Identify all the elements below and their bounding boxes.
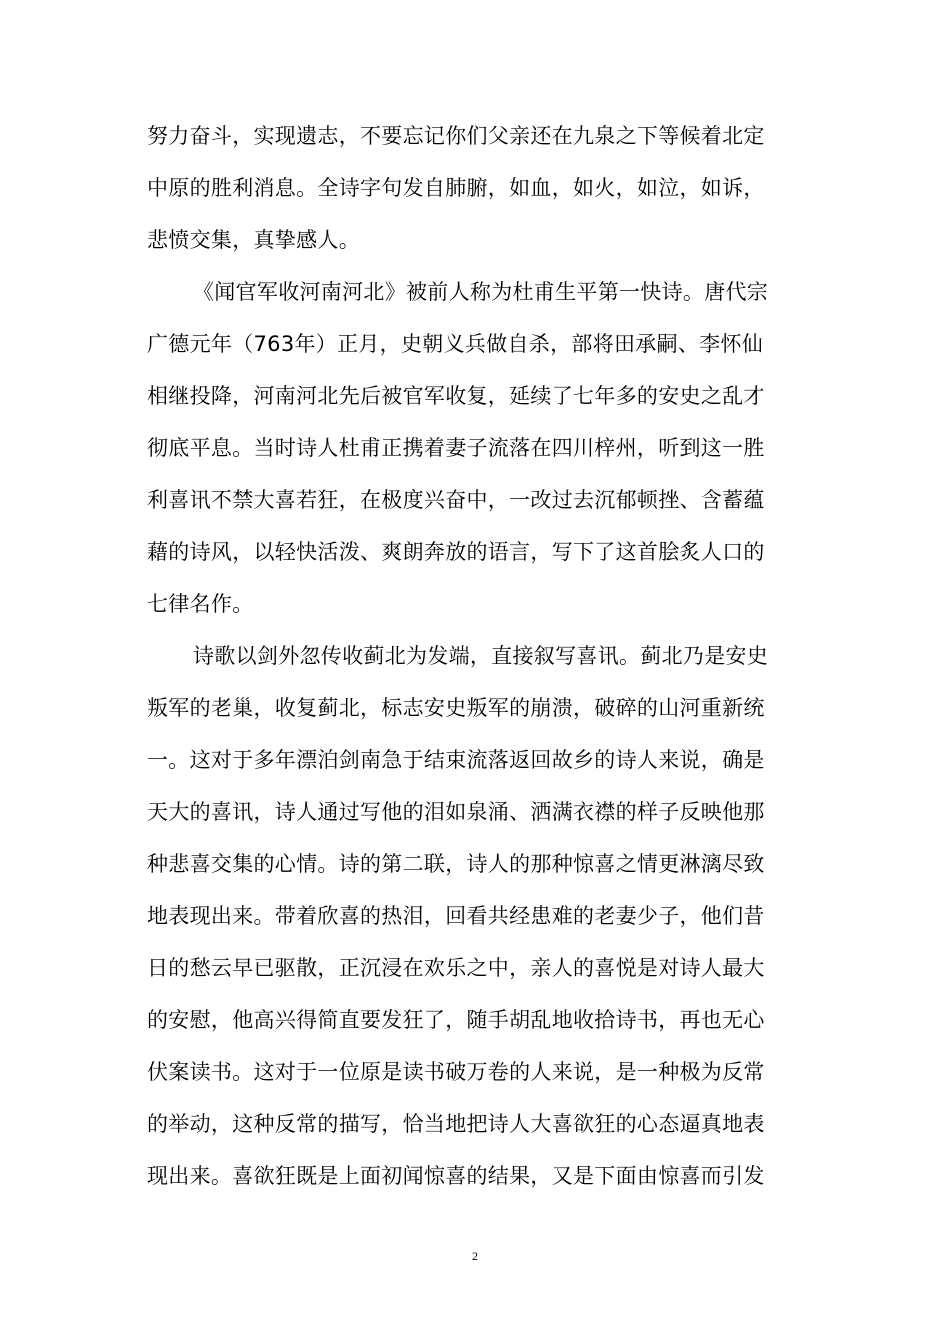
text-line: 七律名作。 <box>147 592 254 616</box>
text-line: 相继投降，河南河北先后被官军收复，延续了七年多的安史之乱才 <box>147 384 765 408</box>
text-line: 叛军的老巢，收复蓟北，标志安史叛军的崩溃，破碎的山河重新统 <box>147 696 765 720</box>
paragraph-first-line: 《闻官军收河南河北》被前人称为杜甫生平第一快诗。唐代宗 <box>193 280 769 304</box>
text-line: 现出来。喜欲狂既是上面初闻惊喜的结果，又是下面由惊喜而引发 <box>147 1164 765 1188</box>
text-line: 努力奋斗，实现遗志，不要忘记你们父亲还在九泉之下等候着北定 <box>147 124 765 148</box>
page-number: 2 <box>472 1249 478 1263</box>
text-line: 日的愁云早已驱散，正沉浸在欢乐之中，亲人的喜悦是对诗人最大 <box>147 956 765 980</box>
text-line: 藉的诗风，以轻快活泼、爽朗奔放的语言，写下了这首脍炙人口的 <box>147 540 765 564</box>
text-line: 地表现出来。带着欣喜的热泪，回看共经患难的老妻少子，他们昔 <box>147 904 765 928</box>
text-line: 广德元年（763年）正月，史朝义兵做自杀，部将田承嗣、李怀仙 <box>147 332 764 356</box>
text-line: 一。这对于多年漂泊剑南急于结束流落返回故乡的诗人来说，确是 <box>147 748 765 772</box>
text-line: 悲愤交集，真挚感人。 <box>147 228 360 252</box>
text-line: 的安慰，他高兴得简直要发狂了，随手胡乱地收拾诗书，再也无心 <box>147 1008 765 1032</box>
text-line: 种悲喜交集的心情。诗的第二联，诗人的那种惊喜之情更淋漓尽致 <box>147 852 765 876</box>
text-line: 彻底平息。当时诗人杜甫正携着妻子流落在四川梓州，听到这一胜 <box>147 436 765 460</box>
text-line: 中原的胜利消息。全诗字句发自肺腑，如血，如火，如泣，如诉， <box>147 176 765 200</box>
text-line: 利喜讯不禁大喜若狂，在极度兴奋中，一改过去沉郁顿挫、含蓄蕴 <box>147 488 765 512</box>
paragraph-first-line: 诗歌以剑外忽传收蓟北为发端，直接叙写喜讯。蓟北乃是安史 <box>193 644 769 668</box>
text-line: 的举动，这种反常的描写，恰当地把诗人大喜欲狂的心态逼真地表 <box>147 1112 765 1136</box>
text-line: 天大的喜讯，诗人通过写他的泪如泉涌、洒满衣襟的样子反映他那 <box>147 800 765 824</box>
text-line: 伏案读书。这对于一位原是读书破万卷的人来说，是一种极为反常 <box>147 1060 765 1084</box>
